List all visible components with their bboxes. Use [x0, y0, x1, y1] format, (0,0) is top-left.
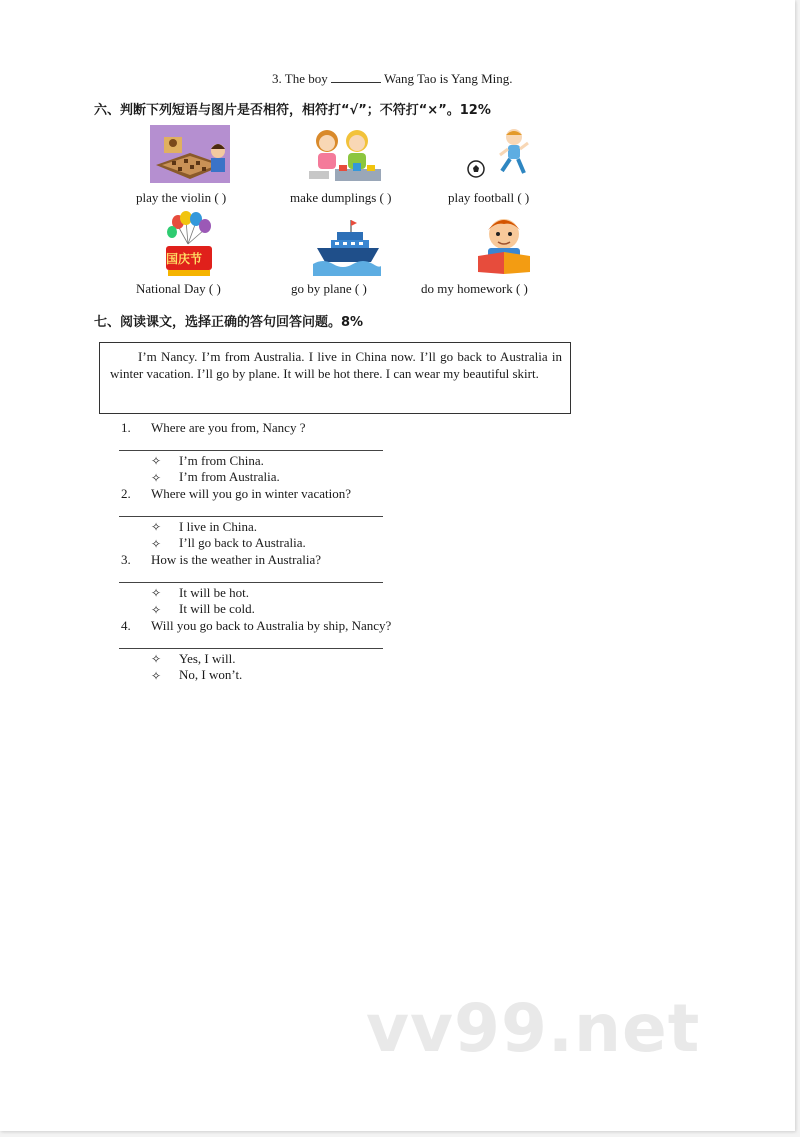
q3-option-b[interactable]: It will be cold. [179, 601, 255, 616]
ship-picture [313, 218, 381, 276]
option-marker: ✧ [151, 454, 162, 468]
question-3-number: 3. [121, 552, 131, 567]
question-2-text: Where will you go in winter vacation? [151, 486, 351, 501]
watermark: vv99.net [366, 990, 701, 1067]
chess-board-picture [150, 125, 230, 183]
q1-option-a[interactable]: I’m from China. [179, 453, 264, 468]
option-marker: ✧ [151, 669, 162, 683]
section6-label-2: make dumplings ( ) [290, 190, 392, 205]
option-marker: ✧ [151, 603, 162, 617]
answer-line-3[interactable] [119, 582, 383, 583]
sentence-item-3 [272, 70, 513, 87]
section6-label-6: do my homework ( ) [421, 281, 528, 296]
sentence-prefix: 3. The boy [272, 71, 328, 86]
answer-line-2[interactable] [119, 516, 383, 517]
answer-line-4[interactable] [119, 648, 383, 649]
question-4-text: Will you go back to Australia by ship, Nancy? [151, 618, 392, 633]
question-1-text: Where are you from, Nancy ? [151, 420, 306, 435]
passage-text: I’m Nancy. I’m from Australia. I live in China now. I’ll go back to Australia in winter vacation. I’ll go by plane. It will be hot there. I can wear my beautiful skirt. [110, 349, 562, 381]
section-6-heading: 六、判断下列短语与图片是否相符，相符打“√”；不符打“×”。12% [94, 103, 491, 118]
option-marker: ✧ [151, 586, 162, 600]
q4-option-b[interactable]: No, I won’t. [179, 667, 243, 682]
fill-blank[interactable] [331, 70, 381, 83]
section6-label-3: play football ( ) [448, 190, 530, 205]
section6-label-4: National Day ( ) [136, 281, 221, 296]
sentence-suffix: Wang Tao is Yang Ming. [384, 71, 513, 86]
q2-option-a[interactable]: I live in China. [179, 519, 257, 534]
answer-line-1[interactable] [119, 450, 383, 451]
q1-option-b[interactable]: I’m from Australia. [179, 469, 280, 484]
q2-option-b[interactable]: I’ll go back to Australia. [179, 535, 306, 550]
passage-box [99, 342, 571, 414]
question-3-text: How is the weather in Australia? [151, 552, 322, 567]
q3-option-a[interactable]: It will be hot. [179, 585, 250, 600]
question-4-number: 4. [121, 618, 131, 633]
national-day-badge: 国庆节 [166, 252, 203, 266]
option-marker: ✧ [151, 652, 162, 666]
section6-label-5: go by plane ( ) [291, 281, 367, 296]
boy-football-picture [462, 125, 534, 183]
section-7-heading: 七、阅读课文，选择正确的答句回答问题。8% [94, 315, 364, 330]
option-marker: ✧ [151, 520, 162, 534]
boy-reading-picture [474, 212, 534, 276]
national-day-balloons-picture [160, 210, 216, 280]
option-marker: ✧ [151, 537, 162, 551]
question-1-number: 1. [121, 420, 131, 435]
option-marker: ✧ [151, 471, 162, 485]
section6-label-1: play the violin ( ) [136, 190, 227, 205]
q4-option-a[interactable]: Yes, I will. [179, 651, 236, 666]
girls-playing-picture [305, 125, 387, 185]
question-2-number: 2. [121, 486, 131, 501]
